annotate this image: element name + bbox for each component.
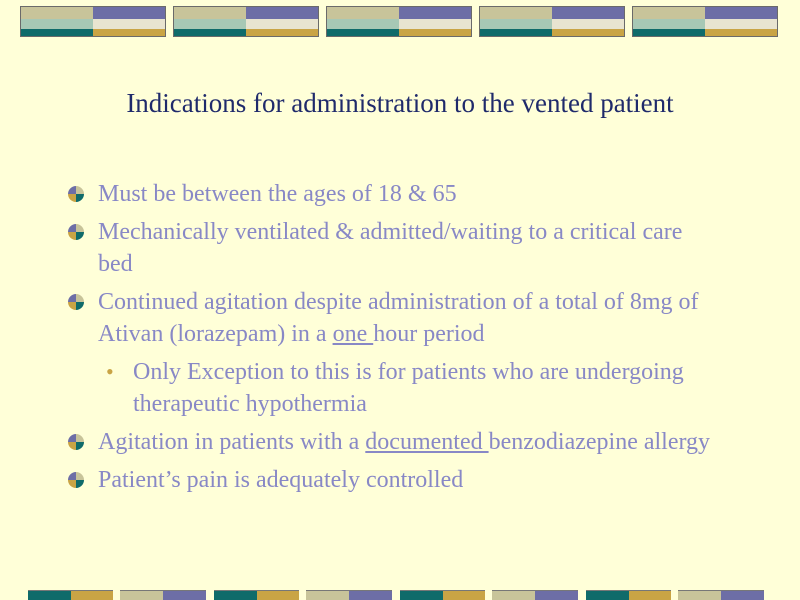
decorative-stripe [120, 590, 163, 600]
decorative-pattern-block [20, 6, 166, 37]
decorative-pattern-block [173, 6, 319, 37]
bullet-item [68, 286, 718, 350]
sub-bullet-item [68, 356, 718, 420]
decorative-stripe [163, 590, 206, 600]
quad-ball-bullet-icon [68, 186, 84, 202]
decorative-stripe [400, 590, 443, 600]
top-decorative-band [0, 0, 800, 45]
bullet-text: Must be between the ages of 18 & 65 [98, 181, 457, 207]
decorative-stripe [629, 590, 671, 600]
decorative-stripe [678, 590, 721, 600]
sub-bullet-text: Only Exception to this is for patients who are undergoing therapeutic hypothermia [133, 359, 684, 417]
quad-ball-bullet-icon [68, 472, 84, 488]
decorative-pattern-block [632, 6, 778, 37]
quad-ball-bullet-icon [68, 224, 84, 240]
decorative-stripe [257, 590, 299, 600]
decorative-stripe [214, 590, 257, 600]
underlined-text: documented [365, 429, 489, 455]
bullet-item [68, 178, 718, 210]
bullet-list [68, 178, 718, 502]
decorative-stripe [443, 590, 485, 600]
decorative-stripe [492, 590, 535, 600]
bullet-item [68, 426, 718, 458]
bullet-text: Continued agitation despite administration of a total of 8mg of Ativan (lorazepam) in a [98, 289, 699, 347]
dot-bullet-icon: • [106, 359, 114, 384]
decorative-stripe [535, 590, 578, 600]
decorative-stripe [28, 590, 71, 600]
bullet-text: Patient’s pain is adequately controlled [98, 467, 464, 493]
decorative-stripe [306, 590, 349, 600]
bullet-text: Agitation in patients with a [98, 429, 366, 455]
decorative-stripe [721, 590, 764, 600]
underlined-text: one [332, 321, 374, 347]
decorative-pattern-block [479, 6, 625, 37]
decorative-stripe [586, 590, 629, 600]
quad-ball-bullet-icon [68, 294, 84, 310]
decorative-pattern-block [326, 6, 472, 37]
decorative-stripe [71, 590, 113, 600]
decorative-stripe [349, 590, 392, 600]
quad-ball-bullet-icon [68, 434, 84, 450]
bullet-text: hour period [373, 321, 485, 347]
bottom-decorative-band [0, 590, 800, 600]
bullet-text: benzodiazepine allergy [488, 429, 711, 455]
bullet-item [68, 216, 718, 280]
bullet-item [68, 464, 718, 496]
slide-title: Indications for administration to the vented patient [126, 88, 674, 118]
bullet-text: Mechanically ventilated & admitted/waiting to a critical care bed [98, 219, 683, 277]
